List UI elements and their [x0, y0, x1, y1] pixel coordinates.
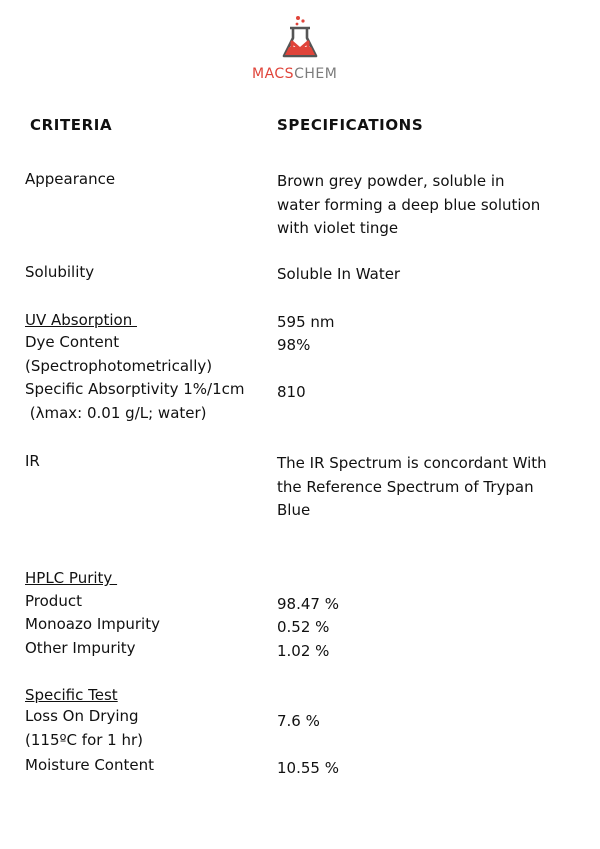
appearance-value [277, 170, 540, 241]
moisture-content-label: Moisture Content [25, 756, 154, 774]
other-impurity-label: Other Impurity [25, 639, 136, 657]
product-value: 98.47 % [277, 595, 339, 613]
ir-value-line: Blue [277, 501, 311, 519]
specifications-header: SPECIFICATIONS [277, 116, 424, 134]
dye-content-label-line: Dye Content [25, 333, 120, 351]
moisture-content-value: 10.55 % [277, 759, 339, 777]
solubility-label: Solubility [25, 263, 95, 281]
loss-on-drying-label-line: Loss On Drying [25, 707, 139, 725]
solubility-value: Soluble In Water [277, 265, 401, 283]
specific-test-heading: Specific Test [25, 686, 118, 704]
uv-absorption-label: UV Absorption [25, 311, 137, 329]
specific-absorptivity-label-line: Specific Absorptivity 1%/1cm [25, 380, 245, 398]
dye-content-label [25, 331, 212, 378]
uv-absorption-value: 595 nm [277, 313, 335, 331]
monoazo-impurity-label: Monoazo Impurity [25, 615, 160, 633]
ir-value-line: the Reference Spectrum of Trypan [277, 477, 534, 496]
appearance-value-line: water forming a deep blue solution [277, 195, 541, 214]
loss-on-drying-label [25, 705, 143, 752]
ir-value [277, 452, 547, 523]
appearance-label: Appearance [25, 170, 116, 188]
dye-content-label-line: (Spectrophotometrically) [25, 356, 213, 375]
hplc-purity-heading: HPLC Purity [25, 569, 118, 587]
specific-absorptivity-label-line: (λmax: 0.01 g/L; water) [25, 403, 207, 422]
loss-on-drying-value: 7.6 % [277, 712, 320, 730]
flask-logo-icon [278, 14, 322, 62]
monoazo-impurity-value: 0.52 % [277, 618, 330, 636]
product-label: Product [25, 592, 82, 610]
brand-name [252, 66, 337, 82]
ir-value-line: The IR Spectrum is concordant With [277, 454, 547, 472]
criteria-header: CRITERIA [30, 116, 113, 134]
brand-chem: CHEM [294, 66, 338, 82]
loss-on-drying-label-line: (115ºC for 1 hr) [25, 730, 144, 749]
specific-absorptivity-label [25, 378, 245, 425]
appearance-value-line: with violet tinge [277, 219, 399, 237]
brand-macs: MACS [252, 66, 295, 82]
appearance-value-line: Brown grey powder, soluble in [277, 172, 505, 190]
specific-absorptivity-value: 810 [277, 383, 306, 401]
dye-content-value: 98% [277, 336, 311, 354]
ir-label: IR [25, 452, 40, 470]
other-impurity-value: 1.02 % [277, 642, 330, 660]
